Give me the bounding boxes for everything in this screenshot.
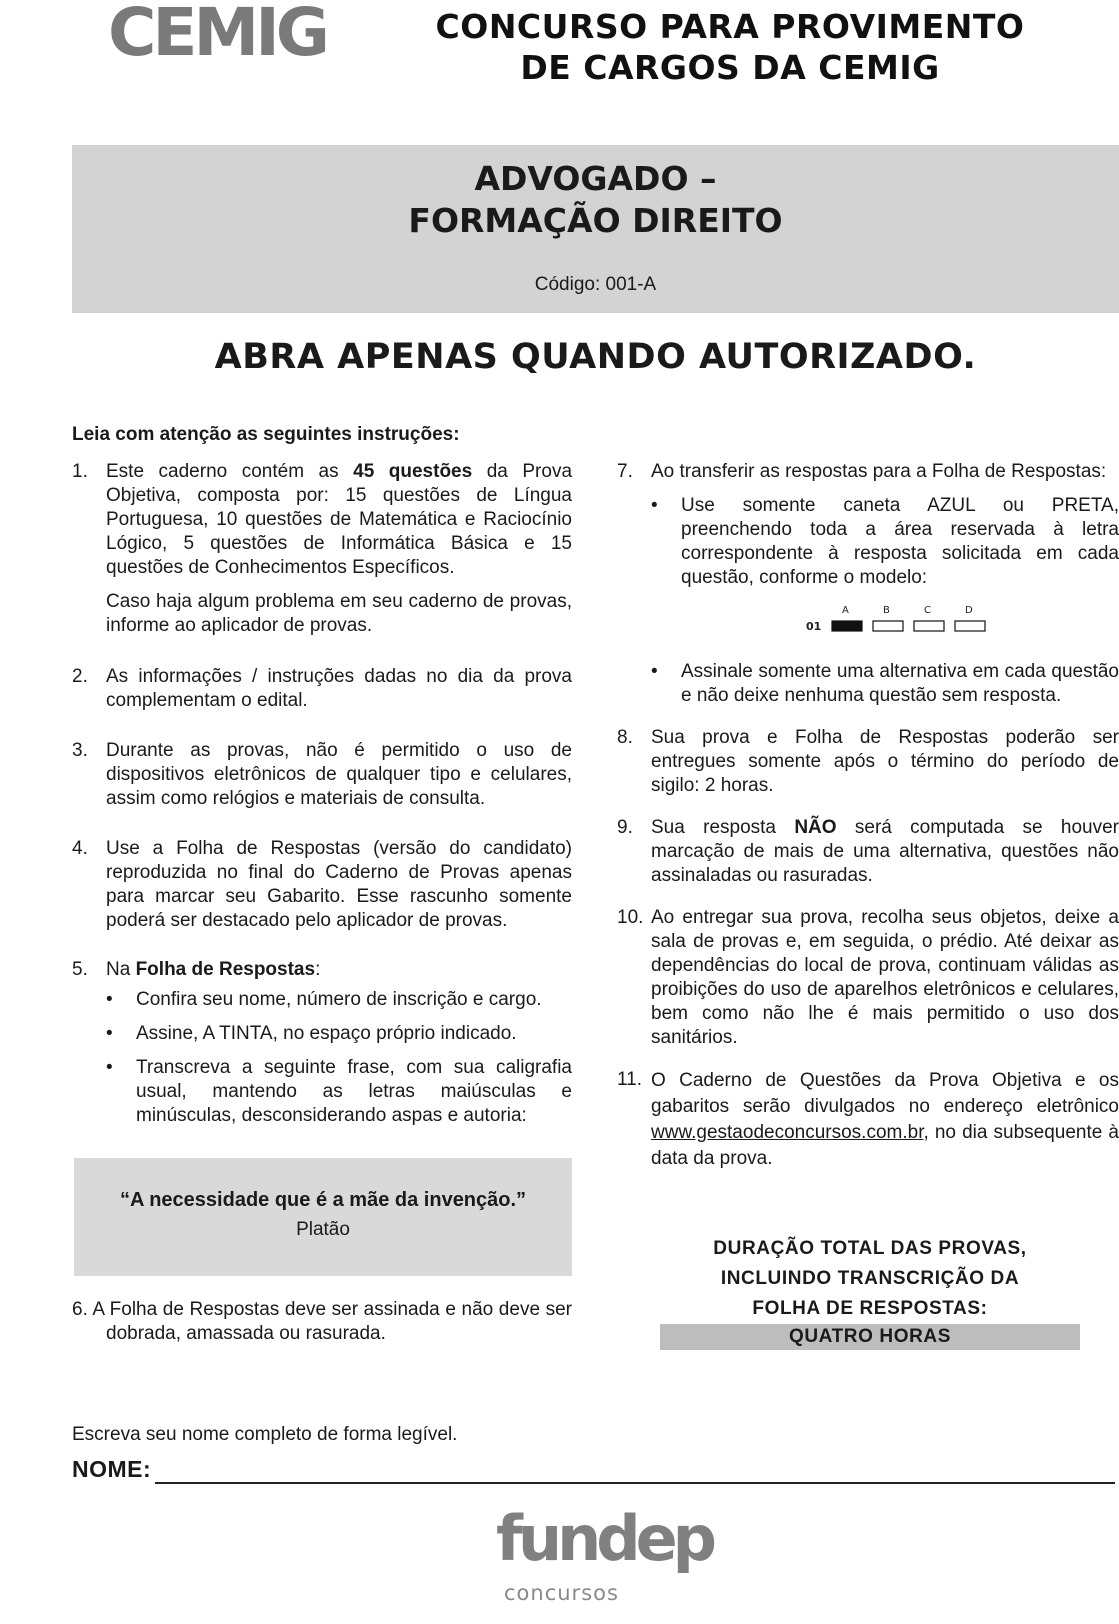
instruction-text: As informações / instruções dadas no dia da prova complementam o edital. bbox=[106, 666, 572, 711]
cargo-title-line2: FORMAÇÃO DIREITO bbox=[408, 201, 783, 240]
bullet-item bbox=[651, 494, 1119, 590]
exam-title-line2: DE CARGOS DA CEMIG bbox=[520, 48, 940, 87]
quote-author: Platão bbox=[296, 1219, 350, 1240]
instruction-bold-text: NÃO bbox=[794, 817, 837, 838]
bullet-icon: • bbox=[651, 495, 658, 516]
total-duration bbox=[660, 1234, 1080, 1350]
bullet-icon: • bbox=[651, 661, 658, 682]
instruction-number: 4. bbox=[72, 838, 88, 859]
instruction-text: O Caderno de Questões da Prova Objetiva e os gabaritos serão divulgados no endereço eletrônico bbox=[651, 1070, 1119, 1117]
instruction-bold-text: Folha de Respostas bbox=[135, 959, 316, 980]
instruction-text: Ao entregar sua prova, recolha seus objetos, deixe a sala de provas e, em seguida, o prédio. Até deixar as dependências do local de prova, continuam válidas as proibições do uso de aparelhos eletrônicos e celulares, bem como não lhe é mais permitido o uso dos sanitários. bbox=[651, 907, 1119, 1048]
svg-text:fundep: fundep bbox=[496, 1502, 713, 1575]
exam-title bbox=[380, 6, 1080, 88]
instruction-text: Na bbox=[106, 959, 136, 980]
name-field[interactable] bbox=[155, 1482, 1115, 1484]
instruction-text: : bbox=[315, 959, 321, 980]
instruction-text: , no dia subsequente à data da prova. bbox=[651, 1122, 1119, 1169]
model-option-label: A bbox=[842, 605, 849, 616]
instruction-8 bbox=[617, 726, 1119, 798]
bullet-icon: • bbox=[106, 989, 113, 1010]
instruction-6 bbox=[72, 1298, 572, 1346]
model-option-empty bbox=[914, 621, 944, 631]
duration-line: DURAÇÃO TOTAL DAS PROVAS, bbox=[713, 1238, 1027, 1259]
instruction-number: 11. bbox=[617, 1069, 643, 1090]
name-label: NOME: bbox=[72, 1456, 152, 1482]
model-option-label: D bbox=[965, 605, 973, 616]
instruction-number: 8. bbox=[617, 727, 633, 748]
model-option-filled bbox=[832, 621, 862, 631]
bullet-text: Transcreva a seguinte frase, com sua caligrafia usual, mantendo as letras maiúsculas e minúsculas, desconsiderando aspas e autoria: bbox=[136, 1057, 572, 1126]
exam-title-line1: CONCURSO PARA PROVIMENTO bbox=[435, 7, 1025, 46]
instruction-number: 10. bbox=[617, 907, 644, 928]
duration-value: QUATRO HORAS bbox=[660, 1324, 1080, 1350]
instruction-number: 2. bbox=[72, 666, 88, 687]
bullet-item bbox=[106, 1022, 572, 1046]
bullet-item bbox=[651, 660, 1119, 708]
instruction-text: Ao transferir as respostas para a Folha de Respostas: bbox=[651, 461, 1107, 482]
instruction-number: 5. bbox=[72, 959, 88, 980]
bullet-text: Use somente caneta AZUL ou PRETA, preenchendo toda a área reservada à letra correspondente à resposta solicitada em cada questão, conforme o modelo: bbox=[681, 495, 1119, 588]
instruction-number: 1. bbox=[72, 461, 88, 482]
bullet-text: Confira seu nome, número de inscrição e cargo. bbox=[136, 989, 542, 1010]
instruction-7 bbox=[617, 460, 1119, 708]
model-option-empty bbox=[873, 621, 903, 631]
bullet-item bbox=[106, 988, 572, 1012]
instruction-text: Este caderno contém as bbox=[106, 461, 354, 482]
fundep-logo bbox=[496, 1500, 713, 1610]
model-option-label: B bbox=[883, 605, 890, 616]
instruction-text: Durante as provas, não é permitido o uso de dispositivos eletrônicos de qualquer tipo e celulares, assim como relógios e materiais de consulta. bbox=[106, 740, 572, 809]
instruction-number: 9. bbox=[617, 817, 633, 838]
instruction-11 bbox=[617, 1068, 1119, 1172]
quote-box bbox=[74, 1158, 572, 1276]
instruction-number: 7. bbox=[617, 461, 633, 482]
cargo-title-line1: ADVOGADO – bbox=[474, 159, 717, 198]
instruction-4 bbox=[72, 837, 572, 933]
instruction-text: será computada se houver marcação de mais de uma alternativa, questões não assinaladas ou rasuradas. bbox=[651, 817, 1119, 886]
instruction-1-paragraph-2: Caso haja algum problema em seu caderno de provas, informe ao aplicador de provas. bbox=[106, 591, 572, 636]
cemig-logo bbox=[108, 0, 348, 71]
bullet-text: Assine, A TINTA, no espaço próprio indicado. bbox=[136, 1023, 517, 1044]
open-notice: ABRA APENAS QUANDO AUTORIZADO. bbox=[214, 337, 977, 377]
instruction-9 bbox=[617, 816, 1119, 888]
cargo-title bbox=[72, 158, 1119, 242]
instruction-number: 3. bbox=[72, 740, 88, 761]
instruction-text: da Prova Objetiva, composta por: 15 questões de Língua Portuguesa, 10 questões de Matemática e Raciocínio Lógico, 5 questões de Informática Básica e 15 questões de Conhecimentos Específicos. bbox=[106, 461, 573, 578]
instruction-text: Sua prova e Folha de Respostas poderão ser entregues somente após o término do período de sigilo: 2 horas. bbox=[651, 727, 1119, 796]
instruction-3 bbox=[72, 739, 572, 811]
instruction-number: 6. bbox=[72, 1299, 88, 1320]
instruction-text: Sua resposta bbox=[651, 817, 795, 838]
bullet-icon: • bbox=[106, 1023, 113, 1044]
instructions-right-column bbox=[617, 460, 1119, 1172]
instruction-10 bbox=[617, 906, 1119, 1050]
instructions-heading: Leia com atenção as seguintes instruções: bbox=[72, 424, 460, 445]
duration-line: FOLHA DE RESPOSTAS: bbox=[752, 1298, 988, 1319]
bullet-item bbox=[106, 1056, 572, 1128]
instruction-bold-text: 45 questões bbox=[353, 461, 473, 482]
gestao-website-link[interactable]: www.gestaodeconcursos.com.br bbox=[651, 1122, 924, 1143]
model-option-empty bbox=[955, 621, 985, 631]
bullet-icon: • bbox=[106, 1057, 113, 1078]
instructions-left-column bbox=[72, 460, 572, 1128]
instruction-2 bbox=[72, 665, 572, 713]
instruction-text: A Folha de Respostas deve ser assinada e não deve ser dobrada, amassada ou rasurada. bbox=[92, 1299, 573, 1344]
instruction-text: Use a Folha de Respostas (versão do candidato) reproduzida no final do Caderno de Provas apenas para marcar seu Gabarito. Esse rascunho somente poderá ser destacado pelo aplicador de provas. bbox=[106, 838, 572, 931]
svg-text:CEMIG: CEMIG bbox=[108, 0, 326, 71]
instruction-1 bbox=[72, 460, 572, 638]
model-question-number: 01 bbox=[806, 620, 822, 633]
quote-text: “A necessidade que é a mãe da invenção.” bbox=[119, 1189, 527, 1211]
name-instruction: Escreva seu nome completo de forma legível. bbox=[72, 1424, 458, 1445]
svg-text:concursos: concursos bbox=[504, 1581, 619, 1605]
bullet-text: Assinale somente uma alternativa em cada questão e não deixe nenhuma questão sem resposta. bbox=[681, 661, 1119, 706]
cargo-code: Código: 001-A bbox=[534, 274, 657, 295]
duration-line: INCLUINDO TRANSCRIÇÃO DA bbox=[720, 1268, 1020, 1289]
answer-model bbox=[800, 604, 990, 638]
instruction-5 bbox=[72, 958, 572, 1128]
model-option-label: C bbox=[924, 605, 931, 616]
